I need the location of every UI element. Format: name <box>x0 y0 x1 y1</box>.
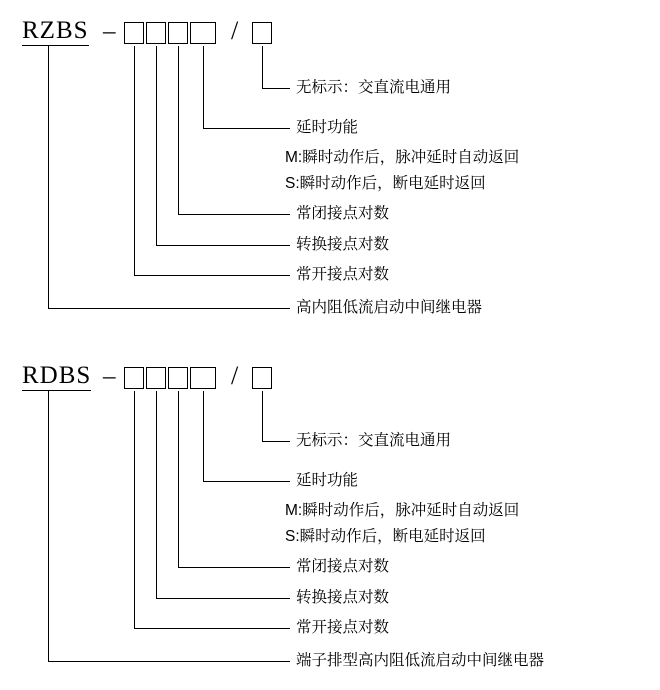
leader-h-box5-rdbs <box>262 441 290 442</box>
label-ac-dc-universal-rdbs: 无标示：交直流电通用 <box>296 432 452 449</box>
label-delay-mode-m-rzbs: M:瞬时动作后，脉冲延时自动返回 <box>285 149 520 166</box>
model-slash-rdbs: / <box>231 361 239 390</box>
model-prefix-rzbs: RZBS <box>22 17 89 44</box>
label-no-contact-pairs-rdbs: 常开接点对数 <box>296 619 390 636</box>
leader-h-box1-rdbs <box>134 628 290 629</box>
leader-h-prefix-rdbs <box>48 661 290 662</box>
model-dash-rdbs: – <box>103 363 116 390</box>
label-delay-mode-m-rdbs: M:瞬时动作后，脉冲延时自动返回 <box>285 502 520 519</box>
leader-v-prefix-rdbs <box>48 391 49 661</box>
model-box-2-rzbs <box>146 22 166 44</box>
label-changeover-contact-pairs-rdbs: 转换接点对数 <box>296 589 390 606</box>
model-box-4-rdbs <box>190 367 216 389</box>
leader-v-box1-rzbs <box>134 46 135 275</box>
label-ac-dc-universal-rzbs: 无标示：交直流电通用 <box>296 79 452 96</box>
leader-h-box2-rdbs <box>156 598 290 599</box>
model-box-4-rzbs <box>190 22 216 44</box>
model-box-5-rzbs <box>252 22 272 44</box>
model-box-1-rzbs <box>124 22 144 44</box>
leader-h-box2-rzbs <box>156 245 290 246</box>
model-box-3-rzbs <box>168 22 188 44</box>
model-box-2-rdbs <box>146 367 166 389</box>
label-delay-function-rdbs: 延时功能 <box>296 472 359 489</box>
leader-h-box5-rzbs <box>262 88 290 89</box>
leader-h-box4-rzbs <box>203 128 290 129</box>
label-delay-mode-s-rdbs: S:瞬时动作后，断电延时返回 <box>285 528 486 545</box>
label-nc-contact-pairs-rzbs: 常闭接点对数 <box>296 205 390 222</box>
model-slash-rzbs: / <box>231 16 239 45</box>
leader-v-box1-rdbs <box>134 391 135 628</box>
model-box-3-rdbs <box>168 367 188 389</box>
label-nc-contact-pairs-rdbs: 常闭接点对数 <box>296 558 390 575</box>
leader-h-prefix-rzbs <box>48 308 290 309</box>
leader-h-box4-rdbs <box>203 481 290 482</box>
leader-v-box5-rzbs <box>262 46 263 88</box>
label-relay-description-rdbs: 端子排型高内阻低流启动中间继电器 <box>296 652 545 669</box>
leader-v-box2-rzbs <box>156 46 157 245</box>
label-delay-mode-s-rzbs: S:瞬时动作后，断电延时返回 <box>285 175 486 192</box>
leader-h-box3-rzbs <box>178 214 290 215</box>
leader-h-box1-rzbs <box>134 275 290 276</box>
leader-v-box4-rzbs <box>203 46 204 128</box>
leader-v-box5-rdbs <box>262 391 263 441</box>
leader-v-box4-rdbs <box>203 391 204 481</box>
diagram-block-rdbs <box>0 345 660 690</box>
model-dash-rzbs: – <box>103 18 116 45</box>
label-relay-description-rzbs: 高内阻低流启动中间继电器 <box>296 299 483 316</box>
label-no-contact-pairs-rzbs: 常开接点对数 <box>296 266 390 283</box>
leader-v-box3-rzbs <box>178 46 179 214</box>
leader-h-box3-rdbs <box>178 567 290 568</box>
label-delay-function-rzbs: 延时功能 <box>296 119 359 136</box>
leader-v-box3-rdbs <box>178 391 179 567</box>
leader-v-box2-rdbs <box>156 391 157 598</box>
model-box-1-rdbs <box>124 367 144 389</box>
leader-v-prefix-rzbs <box>48 46 49 308</box>
model-prefix-rdbs: RDBS <box>22 362 92 389</box>
label-changeover-contact-pairs-rzbs: 转换接点对数 <box>296 236 390 253</box>
model-box-5-rdbs <box>252 367 272 389</box>
